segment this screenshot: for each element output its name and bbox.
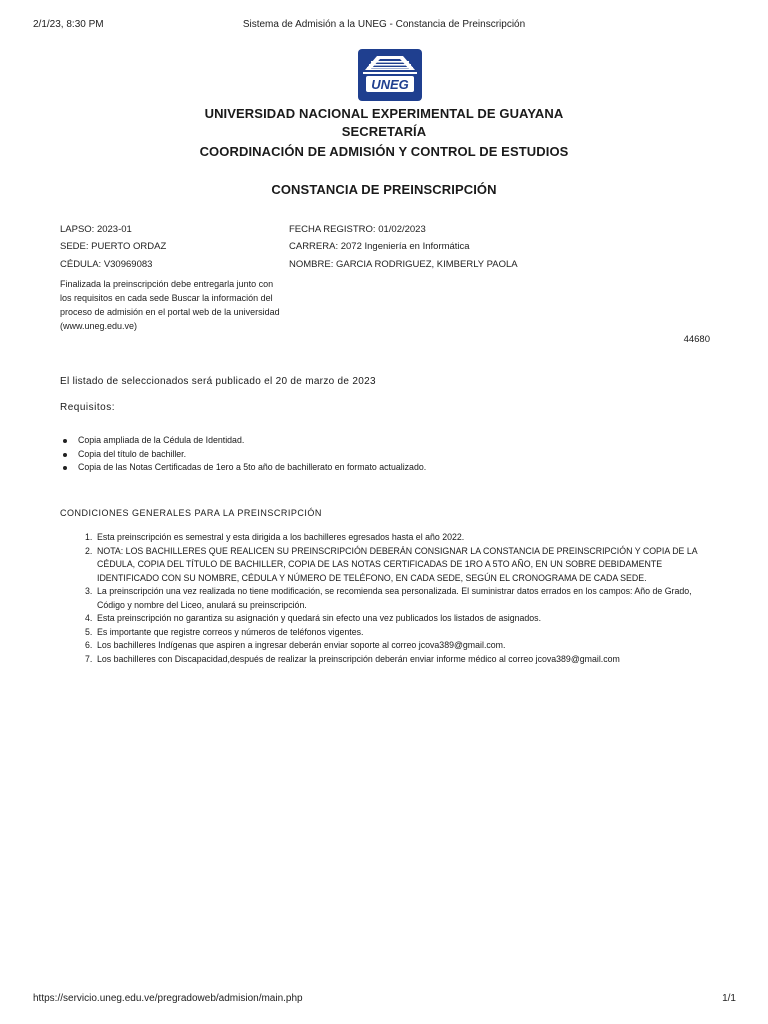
item-number: 3. [85,586,93,596]
cedula-field: CÉDULA: V30969083 [60,259,153,270]
carrera-field: CARRERA: 2072 Ingeniería en Informática [289,241,470,252]
fecha-registro-field: FECHA REGISTRO: 01/02/2023 [289,224,426,235]
requirements-list [60,434,426,475]
university-name: UNIVERSIDAD NACIONAL EXPERIMENTAL DE GUAYANA [204,106,564,121]
document-title: CONSTANCIA DE PREINSCRIPCIÓN [271,182,497,197]
uneg-logo [357,48,423,102]
publication-notice: El listado de seleccionados será publicado el 20 de marzo de 2023 [60,376,376,387]
coordination-heading: COORDINACIÓN DE ADMISIÓN Y CONTROL DE ESTUDIOS [199,144,569,159]
condition-text: Es importante que registre correos y números de teléfonos vigentes. [97,626,364,637]
item-number: 4. [85,613,93,623]
bullet-icon [63,466,67,470]
instructions-note: Finalizada la preinscripción debe entregarla junto con los requisitos en cada sede Buscar la información del proceso de admisión en el portal web de la universidad (www.uneg.edu.ve) [60,279,280,331]
condition-text: La preinscripción una vez realizada no tiene modificación, se recomienda sea personalizada. El suministrar datos errados en los campos: Año de Grado, Código y nombre del Liceo, anulará su preinscripción. [97,586,692,610]
list-item [60,434,426,448]
list-item [70,639,720,653]
print-url: https://servicio.uneg.edu.ve/pregradoweb/admision/main.php [33,993,303,1004]
print-page-title: Sistema de Admisión a la UNEG - Constancia de Preinscripción [242,19,526,30]
condition-text: Los bachilleres con Discapacidad,después de realizar la preinscripción deberán enviar informe médico al correo jcova389@gmail.com [97,653,620,664]
condition-text: Esta preinscripción no garantiza su asignación y quedará sin efecto una vez publicados los listados de asignados. [97,613,542,623]
list-item [70,653,720,667]
list-item [70,545,720,586]
sede-field: SEDE: PUERTO ORDAZ [60,241,167,252]
requirements-heading: Requisitos: [60,402,115,413]
requirement-text: Copia de las Notas Certificadas de 1ero a 5to año de bachillerato en formato actualizado. [78,462,427,472]
conditions-list [70,531,720,666]
item-number: 6. [85,640,93,650]
item-number: 2. [85,545,93,556]
print-page-count: 1/1 [722,993,736,1004]
bullet-icon [63,453,67,457]
item-number: 1. [85,532,93,542]
registration-code: 44680 [683,334,710,345]
lapso-field: LAPSO: 2023-01 [60,224,132,235]
condition-text: Esta preinscripción es semestral y esta dirigida a los bachilleres egresados hasta el año 2022. [97,532,465,542]
list-item [70,626,720,640]
requirement-text: Copia ampliada de la Cédula de Identidad. [78,435,245,445]
condition-text: Los bachilleres Indígenas que aspiren a ingresar deberán enviar soporte al correo jcova389@gmail.com. [97,640,506,650]
requirement-text: Copia del título de bachiller. [78,448,187,459]
nombre-field: NOMBRE: GARCIA RODRIGUEZ, KIMBERLY PAOLA [289,259,518,270]
list-item [60,448,426,462]
list-item [70,585,720,612]
item-number: 5. [85,626,93,637]
list-item [70,612,720,626]
list-item [60,461,426,475]
list-item [70,531,720,545]
secretaria-heading: SECRETARÍA [341,124,427,139]
bullet-icon [63,439,67,443]
conditions-heading: CONDICIONES GENERALES PARA LA PREINSCRIPCIÓN [60,508,322,518]
uneg-logo-graphic [357,48,423,102]
condition-text: NOTA: LOS BACHILLERES QUE REALICEN SU PREINSCRIPCIÓN DEBERÁN CONSIGNAR LA CONSTANCIA DE PREINSCRIPCIÓN Y COPIA DE LA CÉDULA, COPIA DEL TÍTULO DE BACHILLER, COPIA DE LAS NOTAS CERTIFICADAS DE 1RO A 5TO AÑO, EN UN SOBRE DEBIDAMENTE IDENTIFICADO CON SU NOMBRE, CÉDULA Y NÚMERO DE TELÉFONO, EN CADA SEDE, SEGÚN EL CRONOGRAMA DE CADA SEDE. [97,545,698,583]
print-date: 2/1/23, 8:30 PM [33,19,104,30]
item-number: 7. [85,653,93,664]
logo-text: UNEG [371,77,409,92]
